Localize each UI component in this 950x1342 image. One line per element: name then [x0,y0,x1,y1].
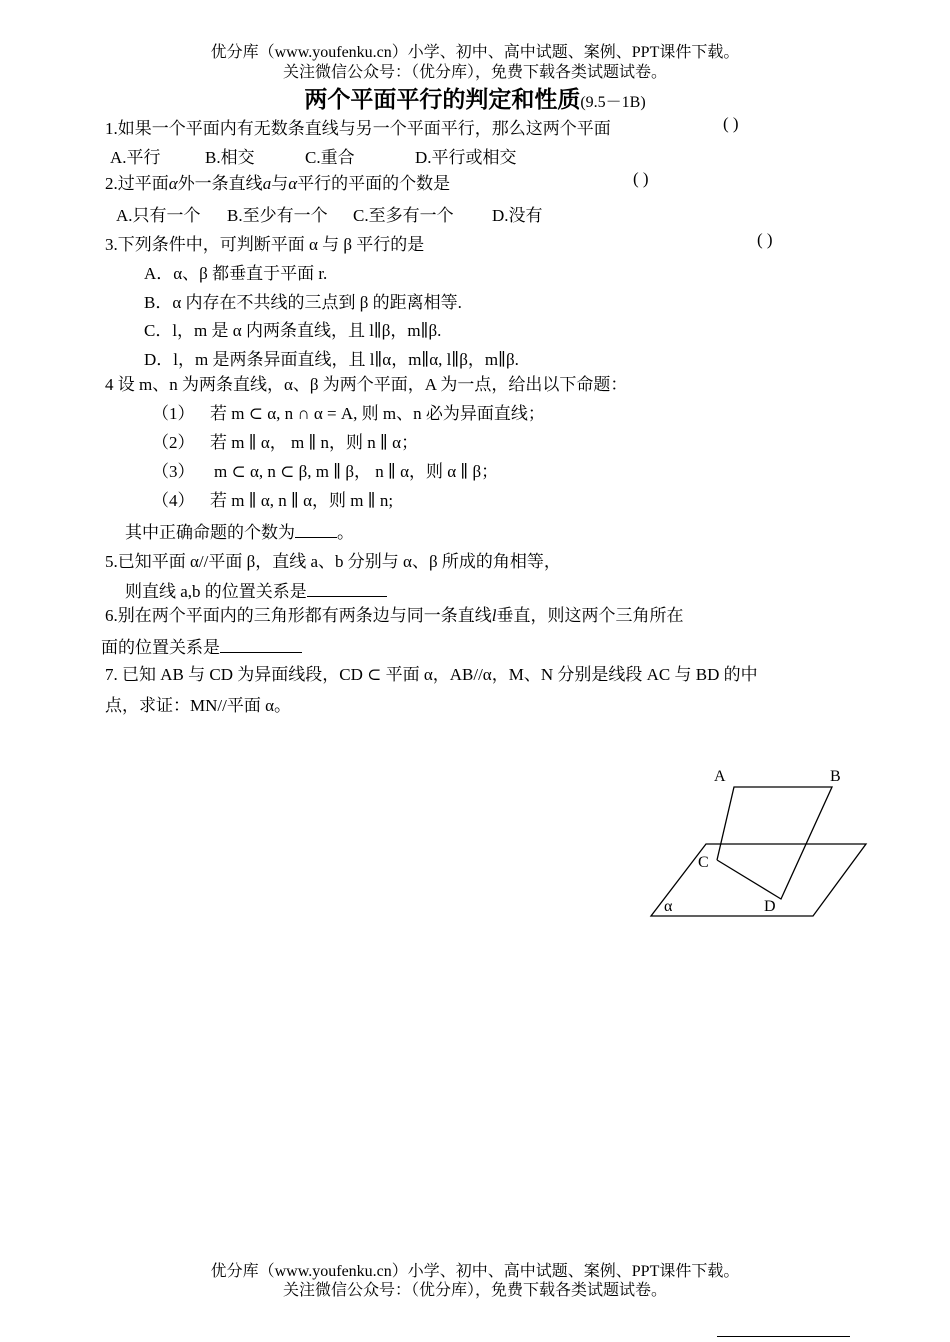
q5-line-1: 5.已知平面 α//平面 β，直线 a、b 分别与 α、β 所成的角相等， [105,552,561,571]
q3-option-b: B．α 内存在不共线的三点到 β 的距离相等. [144,293,462,312]
q5-line-2-text: 则直线 a,b 的位置关系是 [125,582,307,601]
q1-option-a: A.平行 [110,148,161,167]
q6-line-1b: 垂直，则这两个三角所在 [496,606,684,625]
q6-answer-blank [220,636,302,653]
q1-option-b: B.相交 [205,148,255,167]
q4-answer-blank [295,521,337,538]
header-line-1: 优分库（www.youfenku.cn）小学、初中、高中试题、案例、PPT课件下载。 [210,44,740,61]
q3-option-a: A．α、β 都垂直于平面 r. [144,264,328,283]
q2-stem-c: 与 [271,174,289,193]
q2-stem [105,169,450,194]
q2-stem-b: 外一条直线 [177,174,263,193]
title-sub: (9.5－1B) [580,94,646,111]
q4-item-1-text: 若 m ⊂ α, n ∩ α = A, 则 m、n 必为异面直线； [210,404,545,423]
q4-answer-prefix: 其中正确命题的个数为 [125,523,295,542]
q1-paren: ( ) [723,114,739,133]
label-alpha: α [664,898,673,915]
q4-item-1-num: （1） [152,404,195,423]
label-c: C [698,854,709,871]
q4-item-3-num: （3） [152,462,195,481]
q4-item-3-text: m ⊂ α, n ⊂ β, m ∥ β， n ∥ α，则 α ∥ β； [214,462,499,481]
header-line-2: 关注微信公众号：（优分库），免费下载各类试题试卷。 [282,64,667,81]
q2-line-a: a [262,174,272,193]
q1-option-d: D.平行或相交 [415,148,517,167]
q2-option-a: A.只有一个 [116,206,201,225]
q4-answer [125,518,354,543]
q4-item-2-num: （2） [152,433,195,452]
q3-paren: ( ) [757,230,773,249]
q2-stem-a: 2.过平面 [105,174,169,193]
page-title [0,81,950,114]
q6-line-1a: 6.别在两个平面内的三角形都有两条边与同一条直线 [105,606,492,625]
q2-option-c: C.至多有一个 [353,206,454,225]
q6-line-l: l [491,606,497,625]
label-b: B [830,768,841,785]
q2-alpha-2: α [288,174,298,193]
q4-stem: 4 设 m、n 为两条直线，α、β 为两个平面，A 为一点，给出以下命题： [105,375,628,394]
q1-option-c: C.重合 [305,148,355,167]
q3-option-c: C．l，m 是 α 内两条直线，且 l∥β，m∥β. [144,321,442,340]
q7-line-1: 7. 已知 AB 与 CD 为异面线段，CD ⊂ 平面 α，AB//α，M、N 分别是线段 AC 与 BD 的中 [105,665,758,684]
q4-item-4-text: 若 m ∥ α, n ∥ α，则 m ∥ n; [210,491,394,510]
q5-line-2 [125,577,387,602]
q3-option-d: D．l，m 是两条异面直线，且 l∥α，m∥α, l∥β，m∥β. [144,350,519,369]
q4-item-4-num: （4） [152,491,195,510]
skew-segments-outline [717,787,832,899]
q3-stem: 3.下列条件中，可判断平面 α 与 β 平行的是 [105,235,425,254]
q2-paren: ( ) [633,169,649,188]
footer-rule [717,1336,850,1337]
q6-line-1 [105,601,683,626]
q5-answer-blank [307,580,387,597]
label-a: A [714,768,726,785]
q2-option-b: B.至少有一个 [227,206,328,225]
q4-item-2-text: 若 m ∥ α， m ∥ n，则 n ∥ α； [210,433,419,452]
q2-option-d: D.没有 [492,206,543,225]
footer-line-2: 关注微信公众号：（优分库），免费下载各类试题试卷。 [282,1282,667,1299]
q2-stem-d: 平行的平面的个数是 [297,174,451,193]
q6-line-2-text: 面的位置关系是 [101,638,220,657]
label-d: D [764,898,776,915]
title-main: 两个平面平行的判定和性质 [304,87,581,112]
q2-alpha-1: α [168,174,178,193]
plane-alpha-outline [651,844,866,916]
q4-answer-suffix: 。 [337,523,354,542]
q7-line-2: 点，求证：MN//平面 α。 [105,696,291,715]
footer-line-1: 优分库（www.youfenku.cn）小学、初中、高中试题、案例、PPT课件下载。 [210,1263,740,1280]
q6-line-2 [101,633,302,658]
q1-stem: 1.如果一个平面内有无数条直线与另一个平面平行，那么这两个平面 [105,119,611,138]
